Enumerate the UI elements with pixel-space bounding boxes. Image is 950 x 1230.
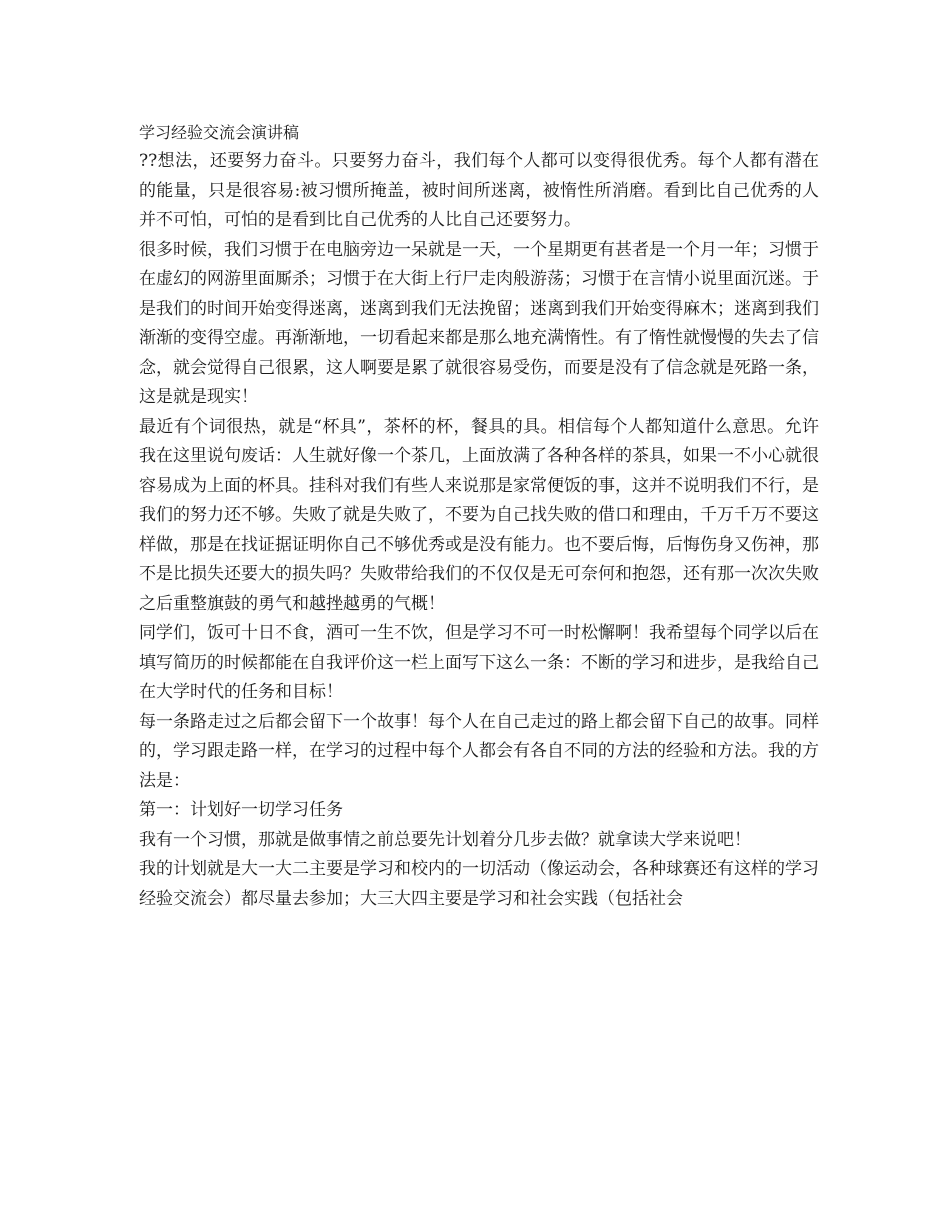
section-heading: 第一：计划好一切学习任务 [139, 800, 343, 820]
paragraph-4: 同学们，饭可十日不食，酒可一生不饮，但是学习不可一时松懈啊！我希望每个同学以后在填写简历的时候都能在自我评价这一栏上面写下这么一条：不断的学习和进步，是我给自己在大学时代的任务和目标！ [139, 623, 819, 702]
paragraph-3: 最近有个词很热，就是“杯具”，茶杯的杯，餐具的具。相信每个人都知道什么意思。允许我在这里说句废话：人生就好像一个茶几，上面放满了各种各样的茶具，如果一不小心就很容易成为上面的杯具。挂科对我们有些人来说那是家常便饭的事，这并不说明我们不行，是我们的努力还不够。失败了就是失败了，不要为自己找失败的借口和理由，千万千万不要这样做，那是在找证据证明你自己不够优秀或是没有能力。也不要后悔，后悔伤身又伤神，那不是比损失还要大的损失吗？失败带给我们的不仅仅是无可奈何和抱怨，还有那一次次失败之后重整旗鼓的勇气和越挫越勇的气概！ [139, 416, 819, 614]
document-page [139, 120, 819, 914]
paragraph-1: ??想法，还要努力奋斗。只要努力奋斗，我们每个人都可以变得很优秀。每个人都有潜在的能量，只是很容易:被习惯所掩盖，被时间所迷离，被惰性所消磨。看到比自己优秀的人并不可怕，可怕的是看到比自己优秀的人比自己还要努力。 [139, 151, 819, 230]
section-paragraph-1: 我有一个习惯，那就是做事情之前总要先计划着分几步去做？就拿读大学来说吧！ [139, 829, 751, 850]
document-title: 学习经验交流会演讲稿 [139, 123, 300, 142]
paragraph-5: 每一条路走过之后都会留下一个故事！每个人在自己走过的路上都会留下自己的故事。同样的，学习跟走路一样，在学习的过程中每个人都会有各自不同的方法的经验和方法。我的方法是： [139, 711, 819, 791]
section-paragraph-2: 我的计划就是大一大二主要是学习和校内的一切活动（像运动会，各种球赛还有这样的学习经验交流会）都尽量去参加；大三大四主要是学习和社会实践（包括社会 [139, 859, 819, 909]
paragraph-2: 很多时候，我们习惯于在电脑旁边一呆就是一天，一个星期更有甚者是一个月一年；习惯于在虚幻的网游里面厮杀；习惯于在大街上行尸走肉般游荡；习惯于在言情小说里面沉迷。于是我们的时间开始变得迷离，迷离到我们无法挽留；迷离到我们开始变得麻木；迷离到我们渐渐的变得空虚。再渐渐地，一切看起来都是那么地充满惰性。有了惰性就慢慢的失去了信念，就会觉得自己很累，这人啊要是累了就很容易受伤，而要是没有了信念就是死路一条，这是就是现实！ [139, 239, 819, 407]
